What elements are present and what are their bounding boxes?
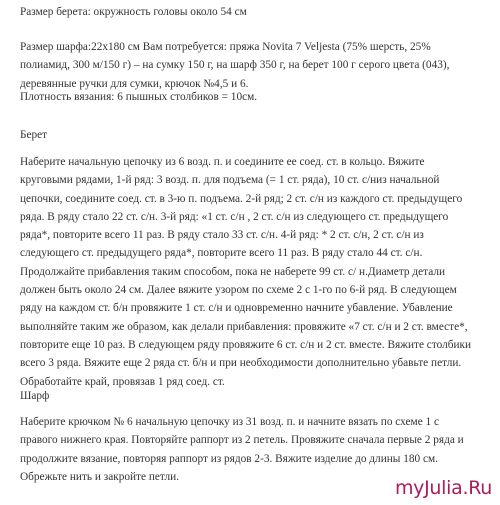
beret-line: Наберите начальную цепочку из 6 возд. п. и соедините ее соед. ст. в кольцо. Вяжите xyxy=(20,156,425,168)
beret-line: ряду на каждом ст. б/н провяжите 1 ст. с/н и одновременно начните убавление. Убавление xyxy=(20,302,453,315)
scarf-heading xyxy=(20,387,479,405)
watermark-part-my: my xyxy=(394,477,425,499)
beret-line: повторите еще 10 раз. В следующем ряду провяжите 6 ст. с/н и 2 ст. вместе. Вяжите столбики xyxy=(20,338,472,351)
beret-line: круговыми рядами, 1-й ряд: 3 возд. п. для подъема (= 1 ст. ряда), 10 ст. с/низ начальной xyxy=(20,174,440,187)
beret-line: выполняйте таким же образом, как делали прибавления: провяжите «7 ст. с/н и 2 ст. вместе*, xyxy=(20,320,468,333)
scarf-instructions xyxy=(20,413,479,486)
beret-line: следующего ст. предыдущего ряда*, повторите всего 11 раз. В ряду стало 44 ст. с/н. xyxy=(20,247,423,260)
scarf-line: продолжите вязание, повторяя раппорт из рядов 2-3. Вяжите изделие до длины 180 см. xyxy=(20,452,438,465)
materials-line: деревянные ручки для сумки, крючок №4,5 и 6. xyxy=(20,77,249,90)
beret-line: Обработайте край, провязав 1 ряд соед. ст. xyxy=(20,375,225,388)
watermark-part-ru: .Ru xyxy=(462,477,492,499)
beret-line: должен быть около 24 см. Далее вяжите узором по схеме 2 с 1-го по 6-й ряд. В следующем xyxy=(20,284,457,297)
hat-size-paragraph xyxy=(20,3,479,21)
beret-line: ряда*, повторите всего 11 раз. В ряду стало 33 ст. с/н. 4-й ряд: * 2 ст. с/н, 2 ст. с/н из xyxy=(20,229,424,242)
scarf-heading-text: Шарф xyxy=(20,390,50,402)
beret-line: ряда. В ряду стало 22 ст. с/н. 3-й ряд: «1 ст. с/н , 2 ст. с/н из следующего ст. предыдущего xyxy=(20,210,449,223)
site-watermark xyxy=(395,477,492,499)
beret-line: цепочки, соедините соед. ст. в 3-ю п. подъема. 2-й ряд; 2 ст. с/н из каждого ст. предыдущего xyxy=(20,192,463,205)
scarf-line: Наберите крючком № 6 начальную цепочку из 31 возд. п. и начните вязать по схеме 1 с xyxy=(20,416,440,428)
hat-size-text: Размер берета: окружность головы около 54 см xyxy=(20,6,247,18)
density-paragraph xyxy=(20,88,479,106)
materials-line: Размер шарфа:22х180 см Вам потребуется: пряжа Novita 7 Veljesta (75% шерсть, 25% xyxy=(20,41,431,53)
density-text: Плотность вязания: 6 пышных столбиков = 10см. xyxy=(20,91,258,103)
beret-instructions xyxy=(20,153,479,391)
beret-line: Продолжайте прибавления таким способом, пока не наберете 99 ст. с/ н.Диаметр детали xyxy=(20,265,446,278)
scarf-line: Обрежьте нить и закройте петли. xyxy=(20,470,180,483)
beret-heading xyxy=(20,126,479,144)
beret-line: всего 3 ряда. Вяжите еще 2 ряда ст. б/н и при необходимости дополнительно убавьте петли. xyxy=(20,357,462,370)
scarf-line: правого нижнего края. Повторяйте раппорт из 2 петель. Провяжите сначала первые 2 ряда и xyxy=(20,434,464,447)
materials-paragraph xyxy=(20,38,479,93)
beret-heading-text: Берет xyxy=(20,129,48,141)
materials-line: полиамид, 300 м/150 г) – на сумку 150 г, на шарф 350 г, на берет 100 г серого цвета (043), xyxy=(20,59,450,72)
watermark-part-julia: Julia xyxy=(424,477,463,499)
